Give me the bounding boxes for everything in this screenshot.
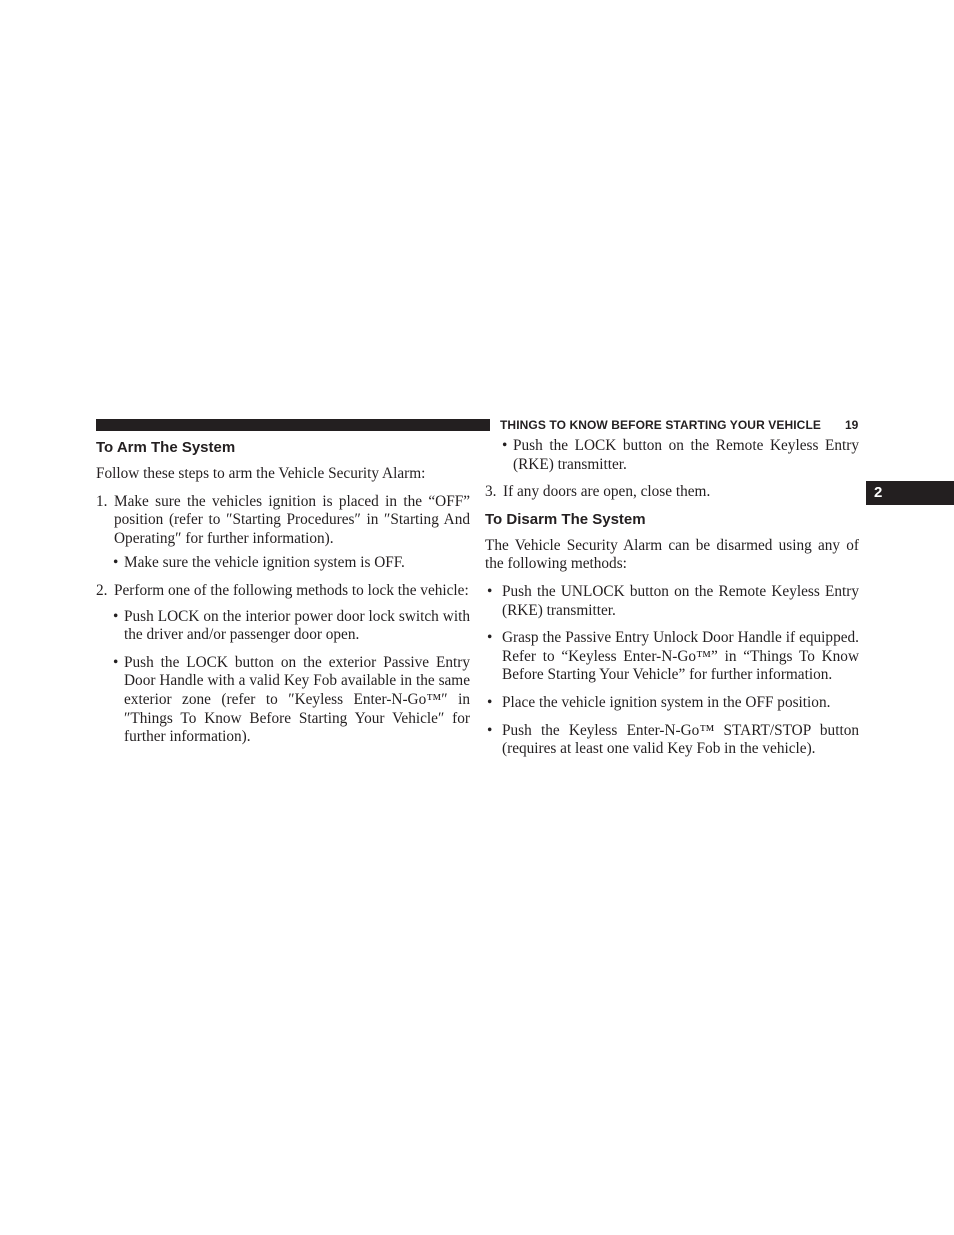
list-item [113,654,470,747]
bullet-icon: • [113,653,119,671]
bullet-text: Grasp the Passive Entry Unlock Door Handle if equipped. Refer to “Keyless Enter-N-Go™” in “Things To Know Before Starting Your Vehicle” for further information. [502,629,859,684]
section-heading-disarm: To Disarm The System [485,510,646,528]
step-number: 1. [96,492,108,510]
step-text: Make sure the vehicles ignition is placed in the “OFF” position (refer to ″Starting Procedures″ in ″Starting And Operating″ for further information). [114,492,470,547]
bullet-text: Push LOCK on the interior power door lock switch with the driver and/or passenger door open. [124,607,470,644]
list-item [485,629,859,685]
section-heading-arm: To Arm The System [96,439,236,456]
bullet-icon: • [487,721,493,739]
bullet-icon: • [487,693,493,711]
bullet-icon: • [113,554,119,572]
left-column [96,437,470,747]
bullet-icon: • [487,582,493,600]
step-text: If any doors are open, close them. [503,483,711,501]
bullet-text: Place the vehicle ignition system in the OFF position. [502,693,831,711]
step-text: Perform one of the following methods to lock the vehicle: [114,581,469,599]
step-number: 2. [96,581,108,599]
bullet-text: Push the LOCK button on the exterior Passive Entry Door Handle with a valid Key Fob available in the same exterior zone (refer to ″Keyless Enter-N-Go™″ in ″Things To Know Before Starting Your Vehicle″ for further information). [124,653,470,746]
list-item [485,583,859,620]
bullet-text: Push the Keyless Enter-N-Go™ START/STOP button (requires at least one valid Key Fob in the vehicle). [502,721,859,758]
chapter-tab: 2 [866,481,954,505]
running-header-title: THINGS TO KNOW BEFORE STARTING YOUR VEHICLE [500,418,821,432]
bullet-icon: • [113,607,119,625]
disarm-intro: The Vehicle Security Alarm can be disarmed using any of the following methods: [485,536,859,573]
bullet-text: Push the UNLOCK button on the Remote Keyless Entry (RKE) transmitter. [502,582,859,619]
list-item [485,694,859,713]
step-number: 3. [485,483,497,501]
bullet-icon: • [502,437,508,454]
list-item [485,722,859,759]
arm-step-1 [96,493,470,549]
arm-step-2 [96,582,470,601]
header-rule [96,419,490,431]
bullet-text: Make sure the vehicle ignition system is OFF. [124,554,405,572]
list-item [113,554,470,573]
list-item [113,608,470,645]
arm-intro: Follow these steps to arm the Vehicle Security Alarm: [96,465,426,482]
arm-step-3 [485,483,859,502]
right-column [485,437,859,759]
bullet-icon: • [487,629,493,647]
list-item [485,437,859,474]
page-number: 19 [845,418,859,432]
bullet-text: Push the LOCK button on the Remote Keyless Entry (RKE) transmitter. [513,437,859,473]
